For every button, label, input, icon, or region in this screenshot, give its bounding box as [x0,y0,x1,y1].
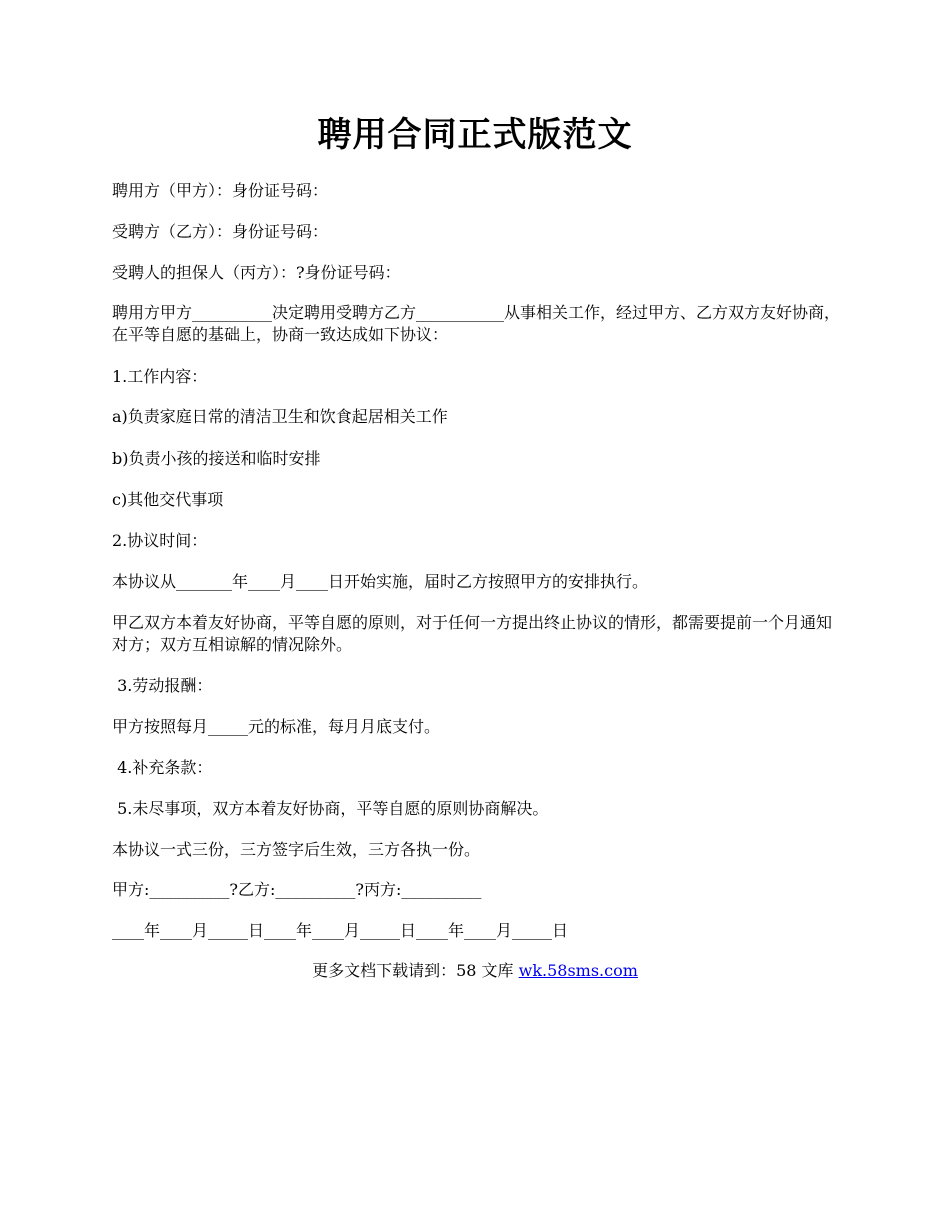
duty-b: b)负责小孩的接送和临时安排 [112,449,321,468]
signature-line: 甲方:__________?乙方:__________?丙方:__________ [112,880,482,899]
section-4-heading: 4.补充条款： [112,758,213,777]
section-2-heading: 2.协议时间： [112,531,208,550]
section-1-heading: 1.工作内容： [112,367,208,386]
guarantor-line: 受聘人的担保人（丙方）：?身份证号码： [112,263,401,282]
section-3-heading: 3.劳动报酬： [112,676,213,695]
date-line: ____年____月_____日____年____月_____日____年____月_____日 [112,921,569,940]
term-start-line: 本协议从_______年____月____日开始实施，届时乙方按照甲方的安排执行。 [112,572,649,591]
footer-link[interactable]: wk.58sms.com [518,961,638,980]
footer-prefix: 更多文档下载请到：58 文库 [312,961,519,980]
duty-a: a)负责家庭日常的清洁卫生和饮食起居相关工作 [112,407,448,426]
payment-line: 甲方按照每月_____元的标准，每月月底支付。 [112,717,441,736]
document-title: 聘用合同正式版范文 [317,115,633,155]
termination-paragraph: 甲乙双方本着友好协商，平等自愿的原则，对于任何一方提出终止协议的情形，都需要提前一个月通知对方；双方互相谅解的情况除外。 [112,613,833,654]
section-5-line: 5.未尽事项，双方本着友好协商，平等自愿的原则协商解决。 [112,799,549,818]
copies-line: 本协议一式三份，三方签字后生效，三方各执一份。 [112,840,481,859]
party-b-line: 受聘方（乙方）：身份证号码： [112,222,329,241]
party-a-line: 聘用方（甲方）：身份证号码： [112,181,329,200]
footer [0,960,950,982]
intro-paragraph: 聘用方甲方__________决定聘用受聘方乙方___________从事相关工作，经过甲方、乙方双方友好协商，在平等自愿的基础上，协商一致达成如下协议： [112,303,841,344]
duty-c: c)其他交代事项 [112,490,224,509]
